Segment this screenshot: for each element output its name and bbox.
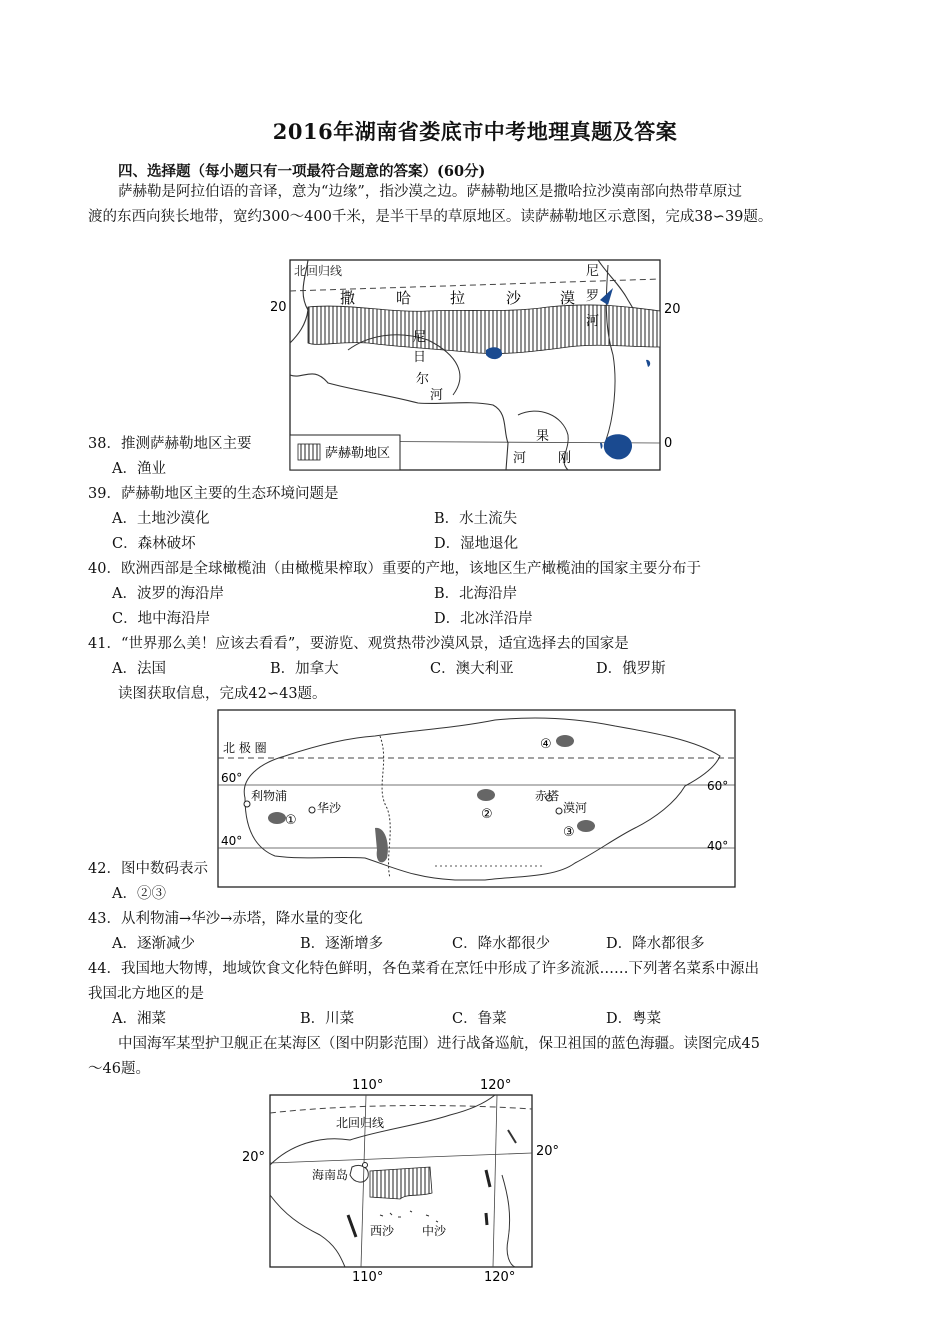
q44-option-c: C．鲁菜 bbox=[452, 1011, 507, 1027]
mohe-label: 漠河 bbox=[563, 801, 588, 815]
nile-char-3: 河 bbox=[586, 314, 600, 329]
intro1-line1: 萨赫勒是阿拉伯语的音译，意为“边缘”，指沙漠之边。萨赫勒地区是撒哈拉沙漠南部向热带草原过 bbox=[118, 184, 742, 200]
lat-40-left: 40° bbox=[221, 834, 243, 848]
q44-option-b: B．川菜 bbox=[300, 1011, 355, 1027]
marker-1: ① bbox=[285, 813, 297, 828]
q38-option-a: A．渔业 bbox=[112, 461, 166, 477]
niger-char-3: 尔 bbox=[416, 372, 430, 387]
q43-stem: 43．从利物浦→华沙→赤塔，降水量的变化 bbox=[88, 911, 363, 927]
q40-stem: 40．欧洲西部是全球橄榄油（由橄榄果榨取）重要的产地，该地区生产橄榄油的国家主要分布于 bbox=[88, 561, 701, 577]
xisha-label: 西沙 bbox=[370, 1224, 395, 1238]
q41-option-b: B．加拿大 bbox=[270, 661, 339, 677]
sahara-char-1: 撒 bbox=[340, 289, 356, 307]
patrol-area bbox=[370, 1167, 432, 1199]
q40-option-b: B．北海沿岸 bbox=[434, 586, 518, 602]
intro2: 读图获取信息，完成42∽43题。 bbox=[118, 686, 327, 702]
liverpool-label: 利物浦 bbox=[251, 789, 288, 803]
q40-option-c: C．地中海沿岸 bbox=[112, 611, 211, 627]
lon-120-top: 120° bbox=[480, 1078, 512, 1093]
liverpool-dot bbox=[244, 801, 250, 807]
south-china-sea-map bbox=[240, 1075, 600, 1285]
page-title: 2016年湖南省娄底市中考地理真题及答案 bbox=[272, 119, 678, 144]
sahara-char-2: 哈 bbox=[396, 289, 412, 307]
lat-40-right: 40° bbox=[707, 839, 729, 853]
congo-char-3: 河 bbox=[513, 451, 527, 466]
sahel-map bbox=[268, 255, 688, 477]
q41-option-d: D．俄罗斯 bbox=[596, 661, 666, 677]
q40-option-a: A．波罗的海沿岸 bbox=[112, 586, 224, 602]
q41-stem: 41．“世界那么美！应该去看看”，要游览、观赏热带沙漠风景，适宜选择去的国家是 bbox=[88, 636, 629, 652]
marker-2: ② bbox=[481, 807, 493, 822]
q40-option-d: D．北冰洋沿岸 bbox=[434, 611, 533, 627]
chita-label: 赤塔 bbox=[535, 789, 560, 803]
eurasia-map bbox=[215, 708, 737, 890]
legend-swatch bbox=[298, 444, 320, 460]
lat-20-right: 20° bbox=[536, 1144, 560, 1159]
lat-60-right: 60° bbox=[707, 779, 729, 793]
q43-option-d: D．降水都很多 bbox=[606, 936, 705, 952]
q39-option-c: C．森林破坏 bbox=[112, 536, 196, 552]
lat-20-left: 20 bbox=[270, 300, 287, 315]
marker-4: ④ bbox=[540, 737, 552, 752]
sahara-char-4: 沙 bbox=[506, 289, 522, 307]
q44-option-d: D．粤菜 bbox=[606, 1011, 662, 1027]
lon-120-bottom: 120° bbox=[484, 1270, 516, 1285]
q41-option-c: C．澳大利亚 bbox=[430, 661, 514, 677]
q38-stem: 38．推测萨赫勒地区主要 bbox=[88, 436, 252, 452]
warsaw-dot bbox=[309, 807, 315, 813]
zhongsha-label: 中沙 bbox=[422, 1224, 447, 1238]
q43-option-b: B．逐渐增多 bbox=[300, 936, 384, 952]
arctic-label: 北 极 圈 bbox=[223, 741, 267, 755]
q39-option-b: B．水土流失 bbox=[434, 511, 518, 527]
niger-char-4: 河 bbox=[430, 388, 444, 403]
q39-stem: 39．萨赫勒地区主要的生态环境问题是 bbox=[88, 486, 339, 502]
warsaw-label: 华沙 bbox=[317, 801, 342, 815]
lat-60-left: 60° bbox=[221, 771, 243, 785]
tropic-label: 北回归线 bbox=[336, 1116, 385, 1130]
lat-20-right: 20 bbox=[664, 302, 681, 317]
niger-char-2: 日 bbox=[413, 350, 427, 365]
intro3-line2: ～46题。 bbox=[88, 1061, 150, 1077]
lat-20-left: 20° bbox=[242, 1150, 266, 1165]
q44-stem-line1: 44．我国地大物博，地域饮食文化特色鲜明，各色菜肴在烹饪中形成了许多流派……下列著名菜系中源出 bbox=[88, 961, 759, 977]
sahara-char-5: 漠 bbox=[560, 289, 576, 307]
q43-option-a: A．逐渐减少 bbox=[112, 936, 195, 952]
congo-char-2: 果 bbox=[536, 429, 550, 444]
marker-3: ③ bbox=[563, 825, 575, 840]
congo-char-1: 刚 bbox=[558, 451, 572, 466]
nile-char-1: 尼 bbox=[586, 264, 600, 279]
q41-option-a: A．法国 bbox=[112, 661, 166, 677]
tropic-label: 北回归线 bbox=[294, 264, 343, 278]
q42-option-a: A．②③ bbox=[112, 886, 166, 902]
mohe-dot bbox=[556, 808, 562, 814]
lon-110-bottom: 110° bbox=[352, 1270, 384, 1285]
intro1-line2: 渡的东西向狭长地带，宽约300～400千米，是半干旱的草原地区。读萨赫勒地区示意图，完成38∽39题。 bbox=[88, 209, 773, 225]
q44-option-a: A．湘菜 bbox=[112, 1011, 166, 1027]
q44-stem-line2: 我国北方地区的是 bbox=[88, 986, 204, 1002]
section-heading: 四、选择题（每小题只有一项最符合题意的答案）(60分) bbox=[118, 163, 486, 180]
nile-char-2: 罗 bbox=[586, 289, 600, 304]
q39-option-d: D．湿地退化 bbox=[434, 536, 519, 552]
hainan-label: 海南岛 bbox=[312, 1168, 349, 1182]
niger-char-1: 尼 bbox=[413, 330, 427, 345]
intro3-line1: 中国海军某型护卫舰正在某海区（图中阴影范围）进行战备巡航，保卫祖国的蓝色海疆。读图完成45 bbox=[118, 1036, 760, 1052]
lat-0-right: 0 bbox=[664, 436, 673, 451]
q42-stem: 42．图中数码表示 bbox=[88, 861, 208, 877]
q43-option-c: C．降水都很少 bbox=[452, 936, 551, 952]
legend-label: 萨赫勒地区 bbox=[325, 446, 391, 461]
sahara-char-3: 拉 bbox=[450, 289, 466, 307]
lon-110-top: 110° bbox=[352, 1078, 384, 1093]
q39-option-a: A．土地沙漠化 bbox=[112, 511, 210, 527]
